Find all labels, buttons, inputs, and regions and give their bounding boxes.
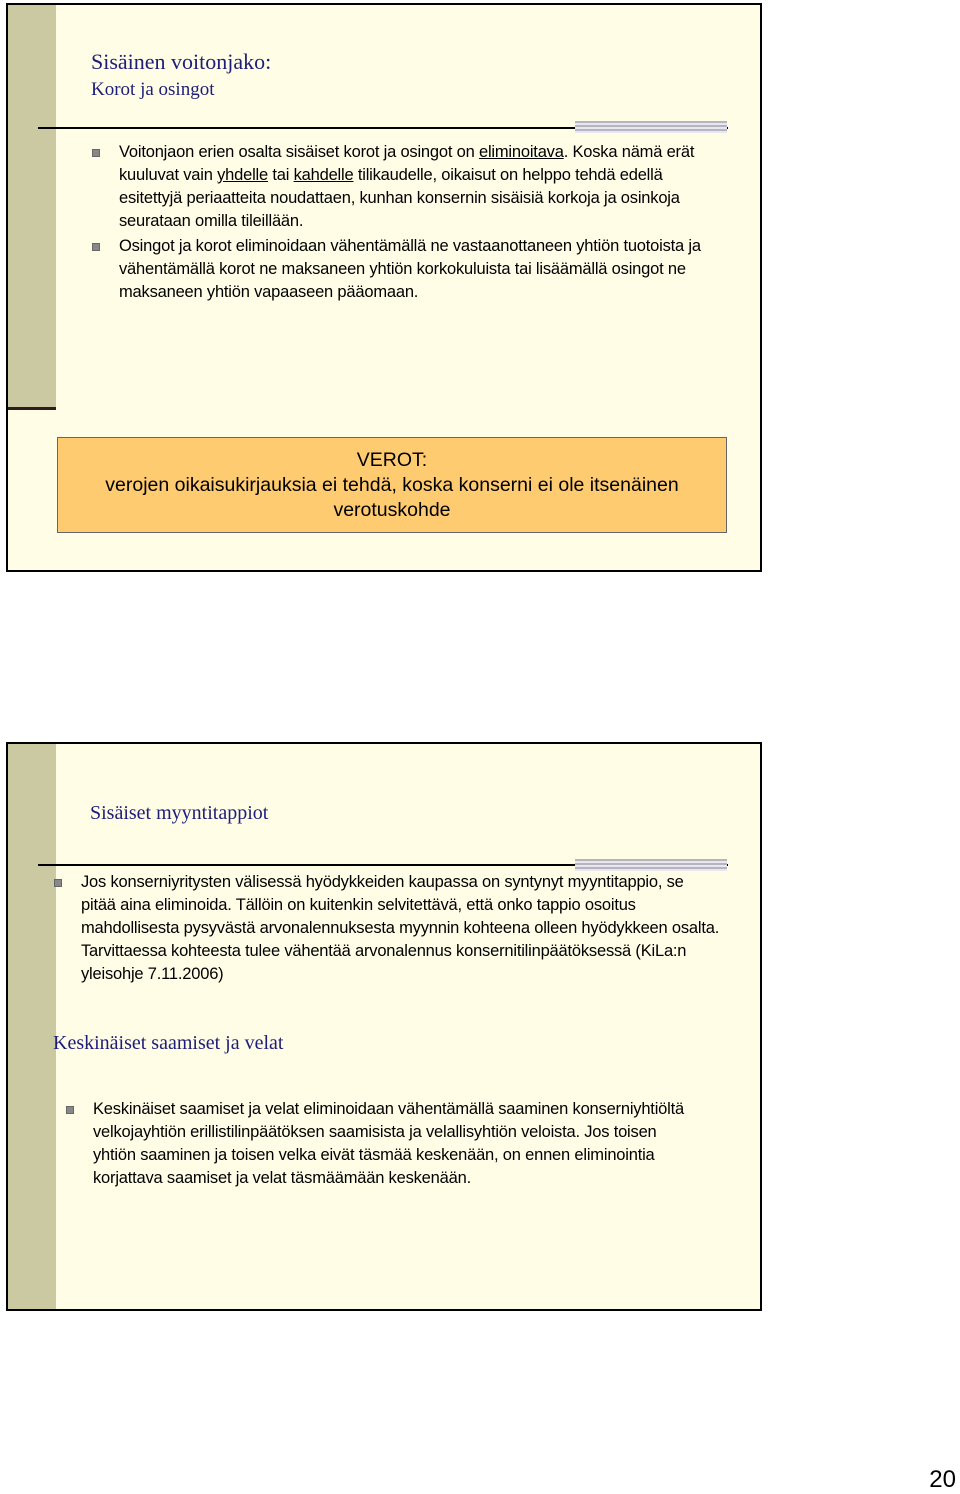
title-rule-decoration	[575, 121, 727, 133]
title-rule-decoration	[575, 859, 727, 871]
slide-title: Sisäinen voitonjako:	[91, 49, 272, 74]
callout-text: verojen oikaisukirjauksia ei tehdä, koska konserni ei ole itsenäinen verotuskohde	[105, 474, 679, 521]
bullet-square-icon	[92, 149, 100, 157]
term-eliminoitava: eliminoitava	[478, 143, 564, 161]
callout-heading: VEROT:	[356, 449, 428, 471]
slide-sidebar	[8, 744, 56, 1311]
slide-myyntitappiot	[6, 742, 762, 1311]
bullet-list	[81, 871, 721, 986]
list-item	[81, 871, 721, 986]
sidebar-divider	[8, 407, 56, 410]
bullet-list	[119, 141, 719, 304]
bullet-text: Keskinäiset saamiset ja velat eliminoidaan vähentämällä saaminen konserniyhtiöltä velkojayhtiön erillistilinpäätöksen saamisista ja velallisyhtiön veloista. Jos toisen yhtiön saaminen ja toisen velka eivät täsmää keskenään, on ennen eliminointia korjattava saamiset ja velat täsmäämään keskenään.	[93, 1100, 684, 1187]
bullet-square-icon	[92, 243, 100, 251]
term-kahdelle: kahdelle	[293, 166, 354, 184]
bullet-list	[93, 1098, 693, 1190]
term-yhdelle: yhdelle	[217, 166, 268, 184]
list-item	[93, 1098, 693, 1190]
bullet-text: tai	[267, 166, 294, 184]
bullet-text: . Koska nämä erät kuuluvat vain	[119, 143, 695, 184]
slide-sidebar	[8, 5, 56, 409]
section-title: Keskinäiset saamiset ja velat	[53, 1032, 284, 1054]
bullet-text: tilikaudelle, oikaisut on helppo tehdä edellä esitettyjä periaatteita noudattaen, kunhan konsernin sisäisiä korkoja ja osinkoja seurataan omilla tileillään.	[119, 166, 680, 230]
bullet-square-icon	[66, 1106, 74, 1114]
bullet-square-icon	[54, 879, 62, 887]
page-number: 20	[929, 1466, 956, 1493]
bullet-text: Osingot ja korot eliminoidaan vähentämällä ne vastaanottaneen yhtiön tuotoista ja vähentämällä korot ne maksaneen yhtiön korkokuluista tai lisäämällä osingot ne maksaneen yhtiön vapaaseen pääomaan.	[119, 237, 701, 301]
slide-voitonjako	[6, 3, 762, 572]
bullet-text: Voitonjaon erien osalta sisäiset korot ja osingot on	[119, 143, 479, 161]
taxes-callout-box	[57, 437, 727, 533]
slide-subtitle: Korot ja osingot	[91, 79, 215, 100]
list-item	[119, 141, 719, 233]
slide-title: Sisäiset myyntitappiot	[90, 802, 269, 824]
bullet-text: Jos konserniyritysten välisessä hyödykkeiden kaupassa on syntynyt myyntitappio, se pitää aina eliminoida. Tällöin on kuitenkin selvitettävä, että onko tappio osoitus mahdollisesta pysyvästä arvonalennuksesta myynnin kohteena olleen hyödykkeen osalta. Tarvittaessa kohteesta tulee vähentää arvonalennus konsernitilinpäätöksessä (KiLa:n yleisohje 7.11.2006)	[81, 873, 720, 983]
list-item	[119, 235, 719, 304]
